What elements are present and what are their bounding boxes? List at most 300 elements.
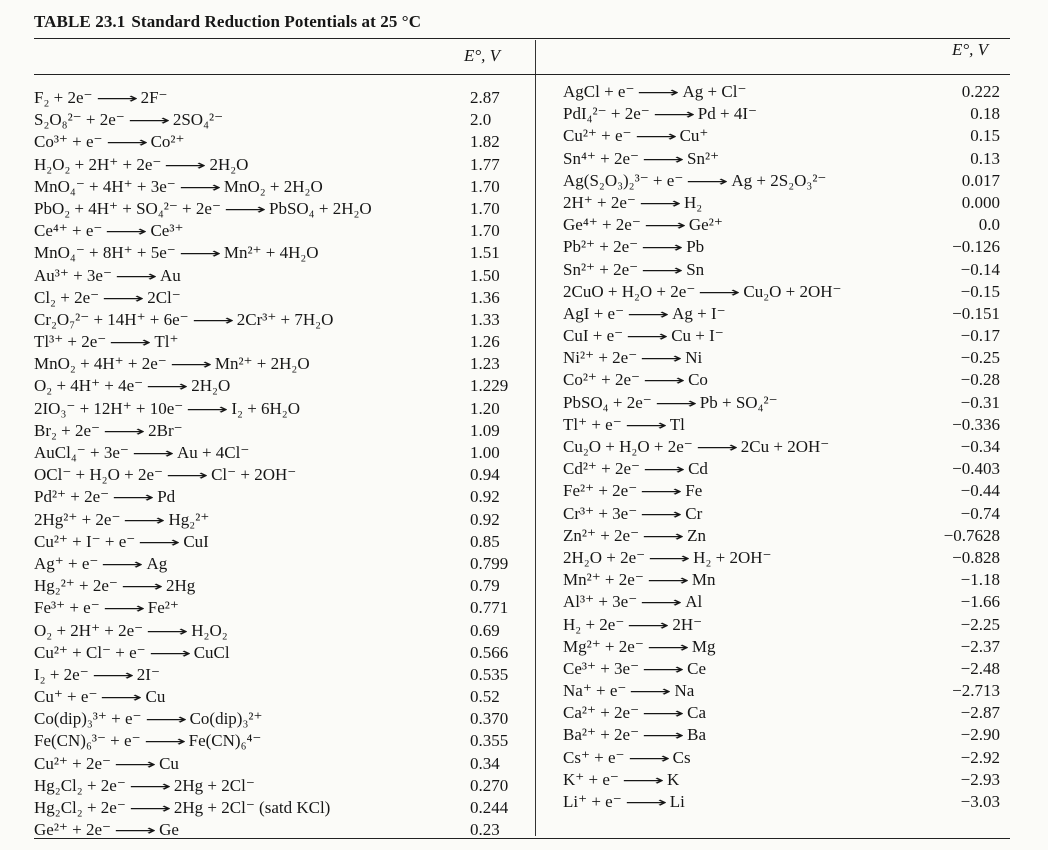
products: 2SO₄²⁻ [172,110,224,130]
reaction-row [563,347,1000,369]
products: 2Cl⁻ [147,287,181,307]
products: Zn [687,525,707,545]
potential-value: −0.126 [952,237,1000,257]
products: Cu [145,687,166,707]
left-header-text: E°, V [464,46,501,65]
reaction-arrow-icon: ⟶ [698,284,741,301]
reactants: Co²⁺ + 2e⁻ [563,370,641,390]
half-reaction [563,325,724,348]
reaction-arrow-icon: ⟶ [640,351,683,368]
products: Au + 4Cl⁻ [176,443,250,462]
reactants: Au³⁺ + 3e⁻ [34,265,112,285]
products: Ca [687,703,707,723]
reactants: 2IO₃⁻ + 12H⁺ + 10e⁻ [34,398,184,418]
potential-value: 1.33 [470,309,500,329]
reaction-row [34,819,534,841]
half-reaction [563,614,702,637]
products: Cd [688,459,708,479]
reaction-row [34,375,534,397]
reaction-row [34,597,534,619]
products: Ba [687,725,707,745]
half-reaction [563,458,708,481]
reaction-arrow-icon: ⟶ [191,312,234,329]
half-reaction [34,775,255,798]
reactants: Ge⁴⁺ + 2e⁻ [563,215,641,235]
products: 2Cr³⁺ + 7H₂O [236,309,334,329]
reactants: Ni²⁺ + 2e⁻ [563,348,638,368]
reaction-arrow-icon: ⟶ [223,201,267,218]
reactants: S₂O₈²⁻ + 2e⁻ [34,110,125,130]
reaction-arrow-icon: ⟶ [146,379,189,396]
potential-value: −0.403 [952,459,1000,479]
reaction-arrow-icon: ⟶ [624,417,667,434]
products: K [666,769,680,789]
reactants: Ce³⁺ + 3e⁻ [563,658,640,678]
reaction-row [34,664,534,686]
products: H₂ [683,192,703,212]
reactants: MnO₄⁻ + 4H⁺ + 3e⁻ [34,176,176,196]
half-reaction [563,369,708,392]
reactants: Cu²⁺ + 2e⁻ [34,753,112,773]
products: Fe [685,481,703,501]
reaction-arrow-icon: ⟶ [638,195,681,212]
reactants: Ce⁴⁺ + e⁻ [34,221,103,241]
reaction-arrow-icon: ⟶ [641,262,684,279]
half-reaction [34,87,168,110]
reaction-arrow-icon: ⟶ [138,534,181,551]
potential-value: −0.15 [960,281,1000,301]
products: 2I⁻ [136,664,160,684]
half-reaction [34,442,249,465]
reaction-row [563,480,1000,502]
half-reaction [34,642,230,665]
reactants: Cs⁺ + e⁻ [563,747,625,767]
reaction-row [563,281,1000,303]
potential-value: −2.713 [952,681,1000,701]
products: Ag [146,553,168,573]
reaction-arrow-icon: ⟶ [178,246,221,263]
products: 2Cu + 2OH⁻ [740,437,830,456]
reaction-arrow-icon: ⟶ [640,484,683,501]
reaction-arrow-icon: ⟶ [186,401,229,418]
reactants: Ge²⁺ + 2e⁻ [34,820,111,840]
half-reaction [34,331,178,354]
reaction-row [34,730,534,752]
half-reaction [563,680,694,703]
potential-value: 2.0 [470,110,492,130]
potential-value: 0.15 [970,126,1000,146]
reactants: Ca²⁺ + 2e⁻ [563,703,640,723]
half-reaction [34,131,185,154]
reactants: Cu₂O + H₂O + 2e⁻ [563,437,693,456]
left-column [34,87,534,841]
reaction-arrow-icon: ⟶ [146,623,189,640]
reaction-arrow-icon: ⟶ [143,734,186,751]
half-reaction [563,81,746,104]
reaction-arrow-icon: ⟶ [629,684,672,701]
reactants: Zn²⁺ + 2e⁻ [563,525,640,545]
half-reaction [34,597,179,620]
reactants: Hg₂Cl₂ + 2e⁻ [34,798,126,817]
reactants: Al³⁺ + 3e⁻ [563,592,638,612]
reactants: PbO₂ + 4H⁺ + SO₄²⁻ + 2e⁻ [34,198,221,218]
reaction-arrow-icon: ⟶ [627,617,670,634]
reaction-row [563,103,1000,125]
products: Sn [686,259,705,279]
reactants: Mg²⁺ + 2e⁻ [563,636,644,656]
potential-value: −1.18 [960,570,1000,590]
reaction-arrow-icon: ⟶ [164,157,207,174]
reactants: 2Hg²⁺ + 2e⁻ [34,509,121,529]
half-reaction [34,220,183,243]
half-reaction [563,392,778,415]
products: Ag + 2S₂O₃²⁻ [731,170,827,190]
products: 2Hg + 2Cl⁻ (satd KCl) [173,798,331,817]
potential-value: −2.92 [960,747,1000,767]
reaction-row [563,591,1000,613]
products: Mn²⁺ + 2H₂O [214,354,310,374]
potential-value: 0.85 [470,531,500,551]
products: Cu₂O + 2OH⁻ [743,281,842,301]
products: Co [688,370,708,390]
reaction-arrow-icon: ⟶ [127,113,170,130]
reaction-row [563,192,1000,214]
half-reaction [563,636,716,659]
reactants: MnO₂ + 4H⁺ + 2e⁻ [34,354,167,374]
products: Sn²⁺ [687,148,720,168]
reaction-row [34,420,534,442]
reaction-row [34,353,534,375]
potential-value: −3.03 [960,792,1000,811]
reaction-row [563,236,1000,258]
potential-value: 1.51 [470,243,500,263]
reaction-arrow-icon: ⟶ [95,91,138,107]
reaction-arrow-icon: ⟶ [652,107,695,124]
half-reaction [34,797,330,820]
table-number: TABLE 23.1 [34,12,126,31]
half-reaction [563,214,723,237]
reactants: 2H₂O + 2e⁻ [563,547,646,567]
products: 2H⁻ [672,614,703,634]
potential-value: 0.92 [470,487,500,507]
half-reaction [34,819,179,842]
reactants: I₂ + 2e⁻ [34,664,89,684]
half-reaction [563,436,829,459]
potential-value: 0.370 [470,709,509,729]
right-potential-header [952,40,988,60]
products: Fe(CN)₆⁴⁻ [188,731,262,751]
potential-value: 0.222 [961,82,1000,101]
reactants: Ba²⁺ + 2e⁻ [563,725,640,745]
half-reaction [563,236,704,259]
half-reaction [563,658,706,681]
reaction-row [563,436,1000,458]
reaction-row [34,642,534,664]
reactants: Cr₂O₇²⁻ + 14H⁺ + 6e⁻ [34,309,189,329]
products: Fe²⁺ [147,598,179,618]
potential-value: 0.18 [970,104,1000,124]
reaction-row [563,769,1000,791]
reactants: 2CuO + H₂O + 2e⁻ [563,281,696,301]
potential-value: 0.23 [470,820,500,840]
reaction-arrow-icon: ⟶ [642,661,685,678]
potential-value: 1.82 [470,132,500,152]
reactants: AuCl₄⁻ + 3e⁻ [34,443,129,462]
reaction-arrow-icon: ⟶ [105,224,148,241]
products: Al [685,592,703,612]
potential-value: 1.70 [470,221,500,241]
half-reaction [563,702,706,725]
half-reaction [563,569,716,592]
reaction-arrow-icon: ⟶ [641,151,685,168]
products: 2Br⁻ [148,420,183,440]
half-reaction [34,420,183,443]
reaction-arrow-icon: ⟶ [642,528,685,545]
potential-value: 0.52 [470,687,500,707]
reaction-arrow-icon: ⟶ [91,667,134,684]
reaction-arrow-icon: ⟶ [624,795,667,811]
half-reaction [563,192,702,215]
half-reaction [563,747,691,770]
products: Hg₂²⁺ [168,509,210,529]
reactants: OCl⁻ + H₂O + 2e⁻ [34,465,163,485]
half-reaction [563,525,706,548]
half-reaction [34,353,310,376]
half-reaction [563,259,704,282]
half-reaction [34,242,319,265]
reaction-row [34,708,534,730]
potential-value: 0.79 [470,576,500,596]
potential-value: 0.535 [470,664,509,684]
products: Li [669,792,685,811]
reactants: Tl⁺ + e⁻ [563,414,622,434]
reaction-row [34,109,534,131]
products: Ge²⁺ [688,215,723,235]
half-reaction [34,620,228,643]
reaction-row [34,464,534,486]
reaction-arrow-icon: ⟶ [120,579,164,596]
reactants: Hg₂Cl₂ + 2e⁻ [34,775,126,795]
top-rule [34,38,1010,39]
products: 2H₂O [191,376,231,396]
reactants: PdI₄²⁻ + 2e⁻ [563,104,650,124]
half-reaction [563,414,685,437]
reaction-row [34,486,534,508]
half-reaction [34,686,165,709]
reaction-arrow-icon: ⟶ [654,395,697,412]
reaction-row [563,547,1000,569]
reactants: Ag⁺ + e⁻ [34,553,99,573]
reaction-row [34,131,534,153]
reaction-row [34,265,534,287]
products: Cu [159,753,179,773]
reaction-row [563,747,1000,769]
half-reaction [563,503,702,526]
half-reaction [563,769,679,792]
reaction-arrow-icon: ⟶ [641,240,684,257]
reactants: Cu²⁺ + e⁻ [563,126,632,146]
potential-value: −2.25 [960,614,1000,634]
products: 2F⁻ [140,88,168,107]
reactants: PbSO₄ + 2e⁻ [563,392,652,412]
potential-value: 1.77 [470,154,500,174]
half-reaction [563,480,702,503]
products: Cs [672,747,691,767]
reactants: Na⁺ + e⁻ [563,681,627,701]
reaction-arrow-icon: ⟶ [640,506,683,523]
reaction-row [563,724,1000,746]
products: Au [160,265,181,285]
reaction-row [563,214,1000,236]
reaction-row [34,753,534,775]
potential-value: 0.799 [470,553,509,573]
potential-value: 0.355 [470,731,509,751]
reactants: Fe(CN)₆³⁻ + e⁻ [34,731,141,751]
reactants: Mn²⁺ + 2e⁻ [563,570,644,590]
reaction-row [34,620,534,642]
products: Cl⁻ + 2OH⁻ [211,465,297,485]
reactants: Pd²⁺ + 2e⁻ [34,487,110,507]
potential-value: −1.66 [960,592,1000,612]
products: H₂O₂ [191,620,228,640]
reaction-arrow-icon: ⟶ [637,85,680,101]
reaction-row [563,569,1000,591]
products: CuI [183,531,209,551]
half-reaction [34,486,175,509]
half-reaction [34,730,261,753]
products: Cr [685,503,703,523]
reaction-row [563,170,1000,192]
potential-value: 1.26 [470,332,500,352]
potential-value: −2.48 [960,658,1000,678]
products: Ni [685,348,703,368]
reactants: O₂ + 4H⁺ + 4e⁻ [34,376,144,396]
reactants: CuI + e⁻ [563,326,624,346]
products: 2Hg + 2Cl⁻ [173,775,255,795]
reaction-arrow-icon: ⟶ [148,645,191,662]
potential-value: 1.23 [470,354,500,374]
potential-value: 2.87 [470,88,500,107]
reactants: Cl₂ + 2e⁻ [34,287,100,307]
reaction-arrow-icon: ⟶ [100,690,143,707]
reaction-row [34,509,534,531]
reaction-arrow-icon: ⟶ [165,468,209,485]
header-rule [34,74,1010,75]
reaction-row [34,287,534,309]
reaction-arrow-icon: ⟶ [643,218,686,235]
reactants: Cu²⁺ + Cl⁻ + e⁻ [34,642,146,662]
potential-value: 1.70 [470,176,500,196]
potential-value: 1.00 [470,443,500,462]
products: Ag + I⁻ [672,303,726,323]
reactants: H₂ + 2e⁻ [563,614,625,634]
half-reaction [34,198,372,221]
reaction-arrow-icon: ⟶ [128,778,171,795]
reaction-arrow-icon: ⟶ [627,750,670,767]
reactants: MnO₄⁻ + 8H⁺ + 5e⁻ [34,243,176,263]
reaction-row [34,553,534,575]
potential-value: −0.31 [960,392,1000,412]
reaction-row [563,303,1000,325]
potential-value: 0.0 [978,215,1000,235]
half-reaction [34,509,209,532]
reactants: Hg₂²⁺ + 2e⁻ [34,576,118,596]
half-reaction [34,464,296,487]
potential-value: 0.000 [961,192,1000,212]
potential-value: −0.336 [952,414,1000,434]
reaction-arrow-icon: ⟶ [642,462,686,479]
potential-value: −0.7628 [943,525,1000,545]
half-reaction [34,664,160,687]
reaction-row [34,531,534,553]
potential-value: −0.34 [960,437,1000,456]
products: Mg [691,636,716,656]
reactants: Sn²⁺ + 2e⁻ [563,259,639,279]
reaction-arrow-icon: ⟶ [144,712,187,729]
products: Pd [157,487,176,507]
potential-value: 0.69 [470,620,500,640]
reaction-row [563,702,1000,724]
right-column [563,81,1000,813]
reaction-arrow-icon: ⟶ [626,329,669,346]
half-reaction [563,347,702,370]
half-reaction [34,109,223,132]
half-reaction [34,753,179,776]
products: H₂ + 2OH⁻ [693,547,772,567]
potential-value: 1.229 [470,376,509,396]
reaction-row [563,791,1000,813]
reaction-arrow-icon: ⟶ [646,573,689,590]
reaction-arrow-icon: ⟶ [105,135,148,152]
reaction-arrow-icon: ⟶ [128,801,171,817]
reactants: Li⁺ + e⁻ [563,792,622,811]
potential-value: 0.244 [470,798,509,817]
potential-value: −0.28 [960,370,1000,390]
half-reaction [563,125,708,148]
reaction-arrow-icon: ⟶ [621,772,664,789]
reaction-row [34,242,534,264]
potential-value: −2.37 [960,636,1000,656]
half-reaction [34,309,333,332]
potential-value: −0.74 [960,503,1000,523]
reaction-arrow-icon: ⟶ [123,512,166,529]
reaction-row [563,392,1000,414]
reactants: Cr³⁺ + 3e⁻ [563,503,638,523]
reaction-arrow-icon: ⟶ [642,373,686,390]
products: Pb [686,237,705,257]
reaction-row [34,686,534,708]
reactants: Sn⁴⁺ + 2e⁻ [563,148,639,168]
reaction-arrow-icon: ⟶ [131,446,174,462]
reaction-row [563,614,1000,636]
reaction-arrow-icon: ⟶ [646,639,689,656]
products: Ag + Cl⁻ [682,82,747,101]
products: CuCl [193,642,230,662]
reaction-arrow-icon: ⟶ [114,268,158,285]
half-reaction [34,708,262,731]
potential-value: −0.828 [952,547,1000,567]
reaction-row [34,442,534,464]
potential-value: 0.771 [470,598,509,618]
reaction-row [34,154,534,176]
left-potential-header [464,46,500,66]
half-reaction [34,287,181,310]
column-divider [535,40,536,836]
reaction-row [563,148,1000,170]
right-header-text: E°, V [952,40,989,59]
products: Cu⁺ [679,126,709,146]
reactants: O₂ + 2H⁺ + 2e⁻ [34,620,144,640]
